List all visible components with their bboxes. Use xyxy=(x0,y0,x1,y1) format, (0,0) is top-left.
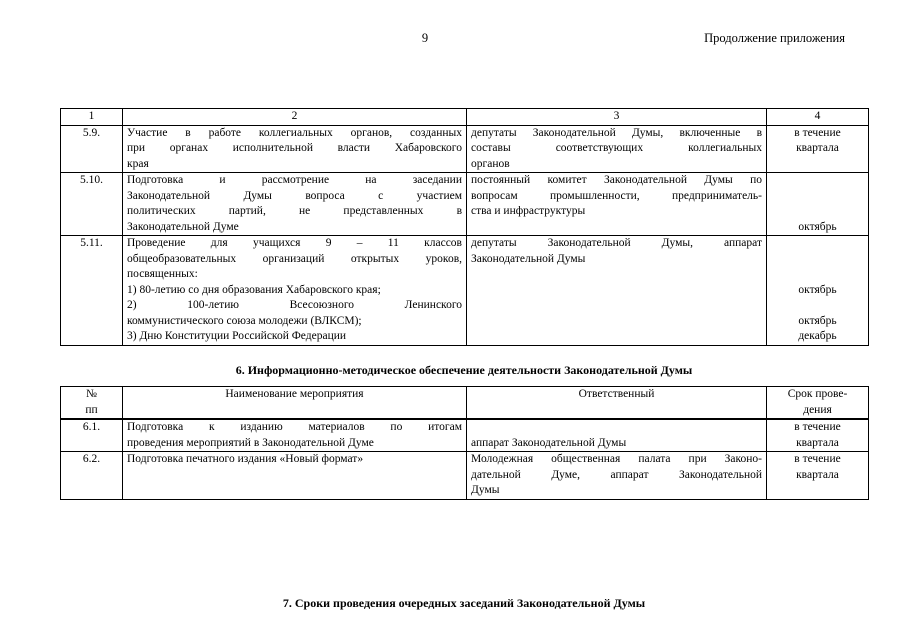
event-line: края xyxy=(127,157,149,170)
activities-table xyxy=(60,108,869,346)
info-methodical-table xyxy=(60,386,869,500)
responsible-line: дательной Думе, аппарат Законодательной xyxy=(471,468,762,481)
term-line: октябрь xyxy=(798,314,837,327)
term-cell xyxy=(767,125,869,173)
term-cell xyxy=(767,419,869,452)
term-cell xyxy=(767,236,869,346)
responsible-line: постоянный комитет Законодательной Думы по xyxy=(471,174,762,186)
event-line: Законодательной Думе xyxy=(127,220,239,233)
responsible-line: ства и инфраструктуры xyxy=(471,205,586,217)
column-number-1: 1 xyxy=(61,109,123,126)
header-number-line: пп xyxy=(85,403,98,416)
event-line: Подготовка и рассмотрение на заседании xyxy=(127,174,462,186)
term-line: в течение xyxy=(794,453,841,465)
responsible-line: депутаты Законодательной Думы, аппарат xyxy=(471,237,762,249)
term-line: квартала xyxy=(796,142,839,154)
header-number xyxy=(61,387,123,420)
responsible-line: Думы xyxy=(471,484,500,496)
event-line: при органах исполнительной власти Хабаровского xyxy=(127,142,462,154)
table-row xyxy=(61,452,869,500)
responsible-line: аппарат Законодательной Думы xyxy=(471,436,627,449)
responsible-cell xyxy=(467,236,767,346)
event-line: 3) Дню Конституции Российской Федерации xyxy=(127,330,347,342)
event-line: Подготовка печатного издания «Новый формат» xyxy=(127,453,364,465)
table-row xyxy=(61,125,869,173)
term-cell xyxy=(767,173,869,236)
row-number: 5.9. xyxy=(61,125,123,173)
responsible-cell xyxy=(467,452,767,500)
header-term-line: дения xyxy=(803,403,832,416)
header-term xyxy=(767,387,869,420)
responsible-cell xyxy=(467,125,767,173)
table-row xyxy=(61,173,869,236)
event-line: проведения мероприятий в Законодательной Думе xyxy=(127,436,374,449)
row-number: 6.1. xyxy=(61,419,123,452)
term-line: квартала xyxy=(796,468,839,481)
row-number: 6.2. xyxy=(61,452,123,500)
event-cell xyxy=(123,419,467,452)
event-cell xyxy=(123,236,467,346)
page-number: 9 xyxy=(421,31,429,45)
term-line: декабрь xyxy=(798,330,837,342)
header-number-line: № xyxy=(86,388,97,400)
row-number: 5.10. xyxy=(61,173,123,236)
appendix-continuation-label: Продолжение приложения xyxy=(704,31,845,45)
event-line: Проведение для учащихся 9 – 11 классов xyxy=(127,237,462,249)
header-term-line: Срок прове- xyxy=(787,388,848,400)
term-line: в течение xyxy=(794,421,841,433)
term-line: октябрь xyxy=(798,283,837,296)
column-number-4: 4 xyxy=(767,109,869,126)
column-number-row xyxy=(61,109,869,126)
responsible-cell xyxy=(467,419,767,452)
header-row xyxy=(61,387,869,420)
section-7-heading: 7. Сроки проведения очередных заседаний Законодательной Думы xyxy=(282,596,646,610)
responsible-line: депутаты Законодательной Думы, включенные в xyxy=(471,126,762,139)
event-cell xyxy=(123,452,467,500)
term-line: октябрь xyxy=(798,220,837,233)
header-responsible: Ответственный xyxy=(467,387,767,420)
event-line: Участие в работе коллегиальных органов, созданных xyxy=(127,126,462,139)
column-number-2: 2 xyxy=(123,109,467,126)
section-6-heading: 6. Информационно-методическое обеспечение деятельности Законодательной Думы xyxy=(235,363,693,377)
event-line: общеобразовательных организаций открытых уроков, xyxy=(127,252,462,265)
responsible-line: Законодательной Думы xyxy=(471,252,586,265)
responsible-line: составы соответствующих коллегиальных xyxy=(471,142,762,154)
event-line: коммунистического союза молодежи (ВЛКСМ); xyxy=(127,314,362,327)
table-row xyxy=(61,419,869,452)
responsible-cell xyxy=(467,173,767,236)
table-row xyxy=(61,236,869,346)
header-event-name: Наименование мероприятия xyxy=(123,387,467,420)
responsible-line: Молодежная общественная палата при Законо- xyxy=(471,453,762,465)
term-line: квартала xyxy=(796,436,839,449)
term-line: в течение xyxy=(794,126,841,139)
event-line: 2) 100-летию Всесоюзного Ленинского xyxy=(127,299,462,311)
event-cell xyxy=(123,125,467,173)
responsible-line: вопросам промышленности, предприниматель- xyxy=(471,189,762,202)
term-cell xyxy=(767,452,869,500)
row-number: 5.11. xyxy=(61,236,123,346)
event-line: Законодательной Думы вопроса с участием xyxy=(127,189,462,202)
event-line: Подготовка к изданию материалов по итогам xyxy=(127,421,462,433)
responsible-line: органов xyxy=(471,157,510,170)
column-number-3: 3 xyxy=(467,109,767,126)
event-line: 1) 80-летию со дня образования Хабаровского края; xyxy=(127,283,381,296)
event-cell xyxy=(123,173,467,236)
event-line: политических партий, не представленных в xyxy=(127,205,462,217)
event-line: посвященных: xyxy=(127,268,198,280)
